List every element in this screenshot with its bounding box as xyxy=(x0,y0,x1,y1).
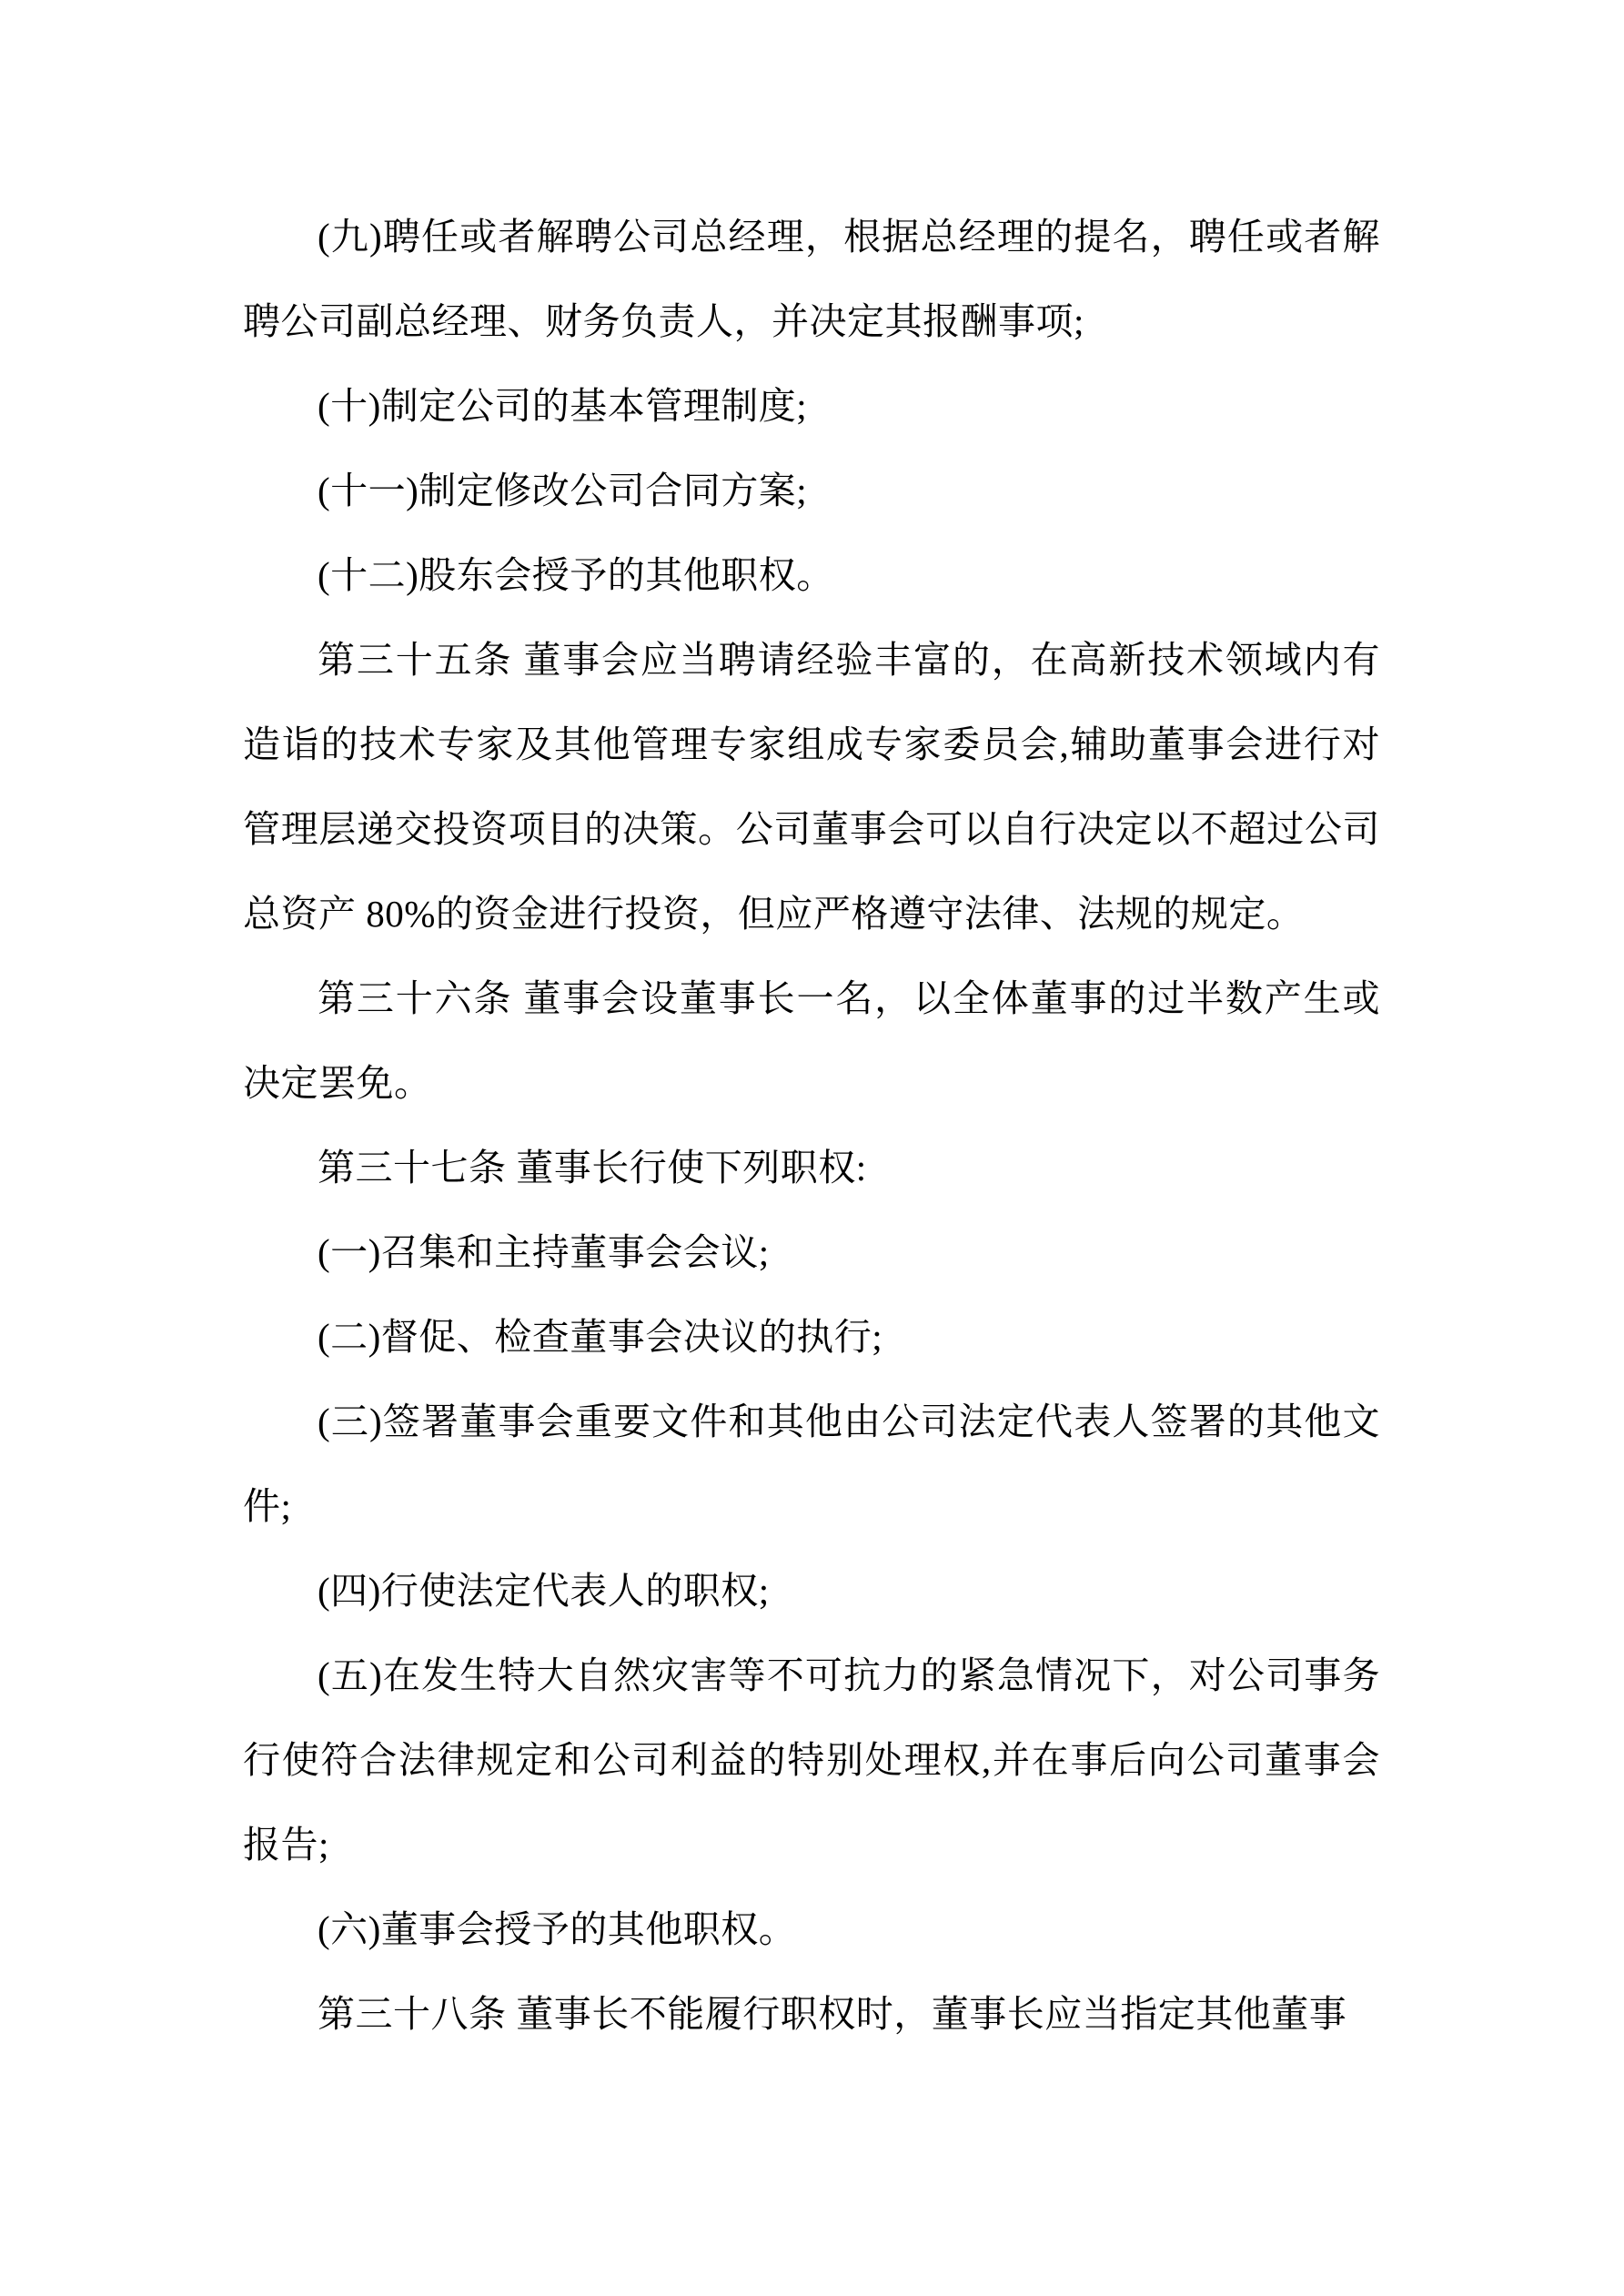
paragraph-article-36: 第三十六条 董事会设董事长一名，以全体董事的过半数产生或决定罢免。 xyxy=(243,977,1380,1104)
paragraph-item-11: (十一)制定修改公司合同方案; xyxy=(318,470,808,511)
paragraph-article-35: 第三十五条 董事会应当聘请经验丰富的，在高新技术领域内有造诣的技术专家及其他管理专家组成专家委员会,辅助董事会进行对管理层递交投资项目的决策。公司董事会可以自行决定以不超过公司总资产 80%的资金进行投资，但应严格遵守法律、法规的规定。 xyxy=(243,639,1380,935)
paragraph-power-4: (四)行使法定代表人的职权; xyxy=(318,1570,770,1612)
paragraph-article-37: 第三十七条 董事长行使下列职权: xyxy=(318,1147,867,1188)
paragraph-article-38: 第三十八条 董事长不能履行职权时，董事长应当指定其他董事 xyxy=(318,1993,1347,2035)
paragraph-power-3: (三)签署董事会重要文件和其他由公司法定代表人签署的其他文件; xyxy=(243,1401,1380,1527)
paragraph-power-1: (一)召集和主持董事会会议; xyxy=(318,1231,770,1273)
paragraph-power-5: (五)在发生特大自然灾害等不可抗力的紧急情况下，对公司事务行使符合法律规定和公司利益的特别处理权,并在事后向公司董事会报告; xyxy=(243,1654,1380,1866)
paragraph-item-12: (十二)股东会授予的其他职权。 xyxy=(318,554,834,596)
paragraph-item-10: (十)制定公司的基本管理制度; xyxy=(318,385,808,427)
document-body xyxy=(243,195,1380,2057)
paragraph-item-9: (九)聘任或者解聘公司总经理，根据总经理的提名，聘任或者解聘公司副总经理、财务负责人，并决定其报酬事项; xyxy=(243,216,1380,342)
paragraph-power-6: (六)董事会授予的其他职权。 xyxy=(318,1908,797,1950)
paragraph-power-2: (二)督促、检查董事会决议的执行; xyxy=(318,1316,883,1358)
